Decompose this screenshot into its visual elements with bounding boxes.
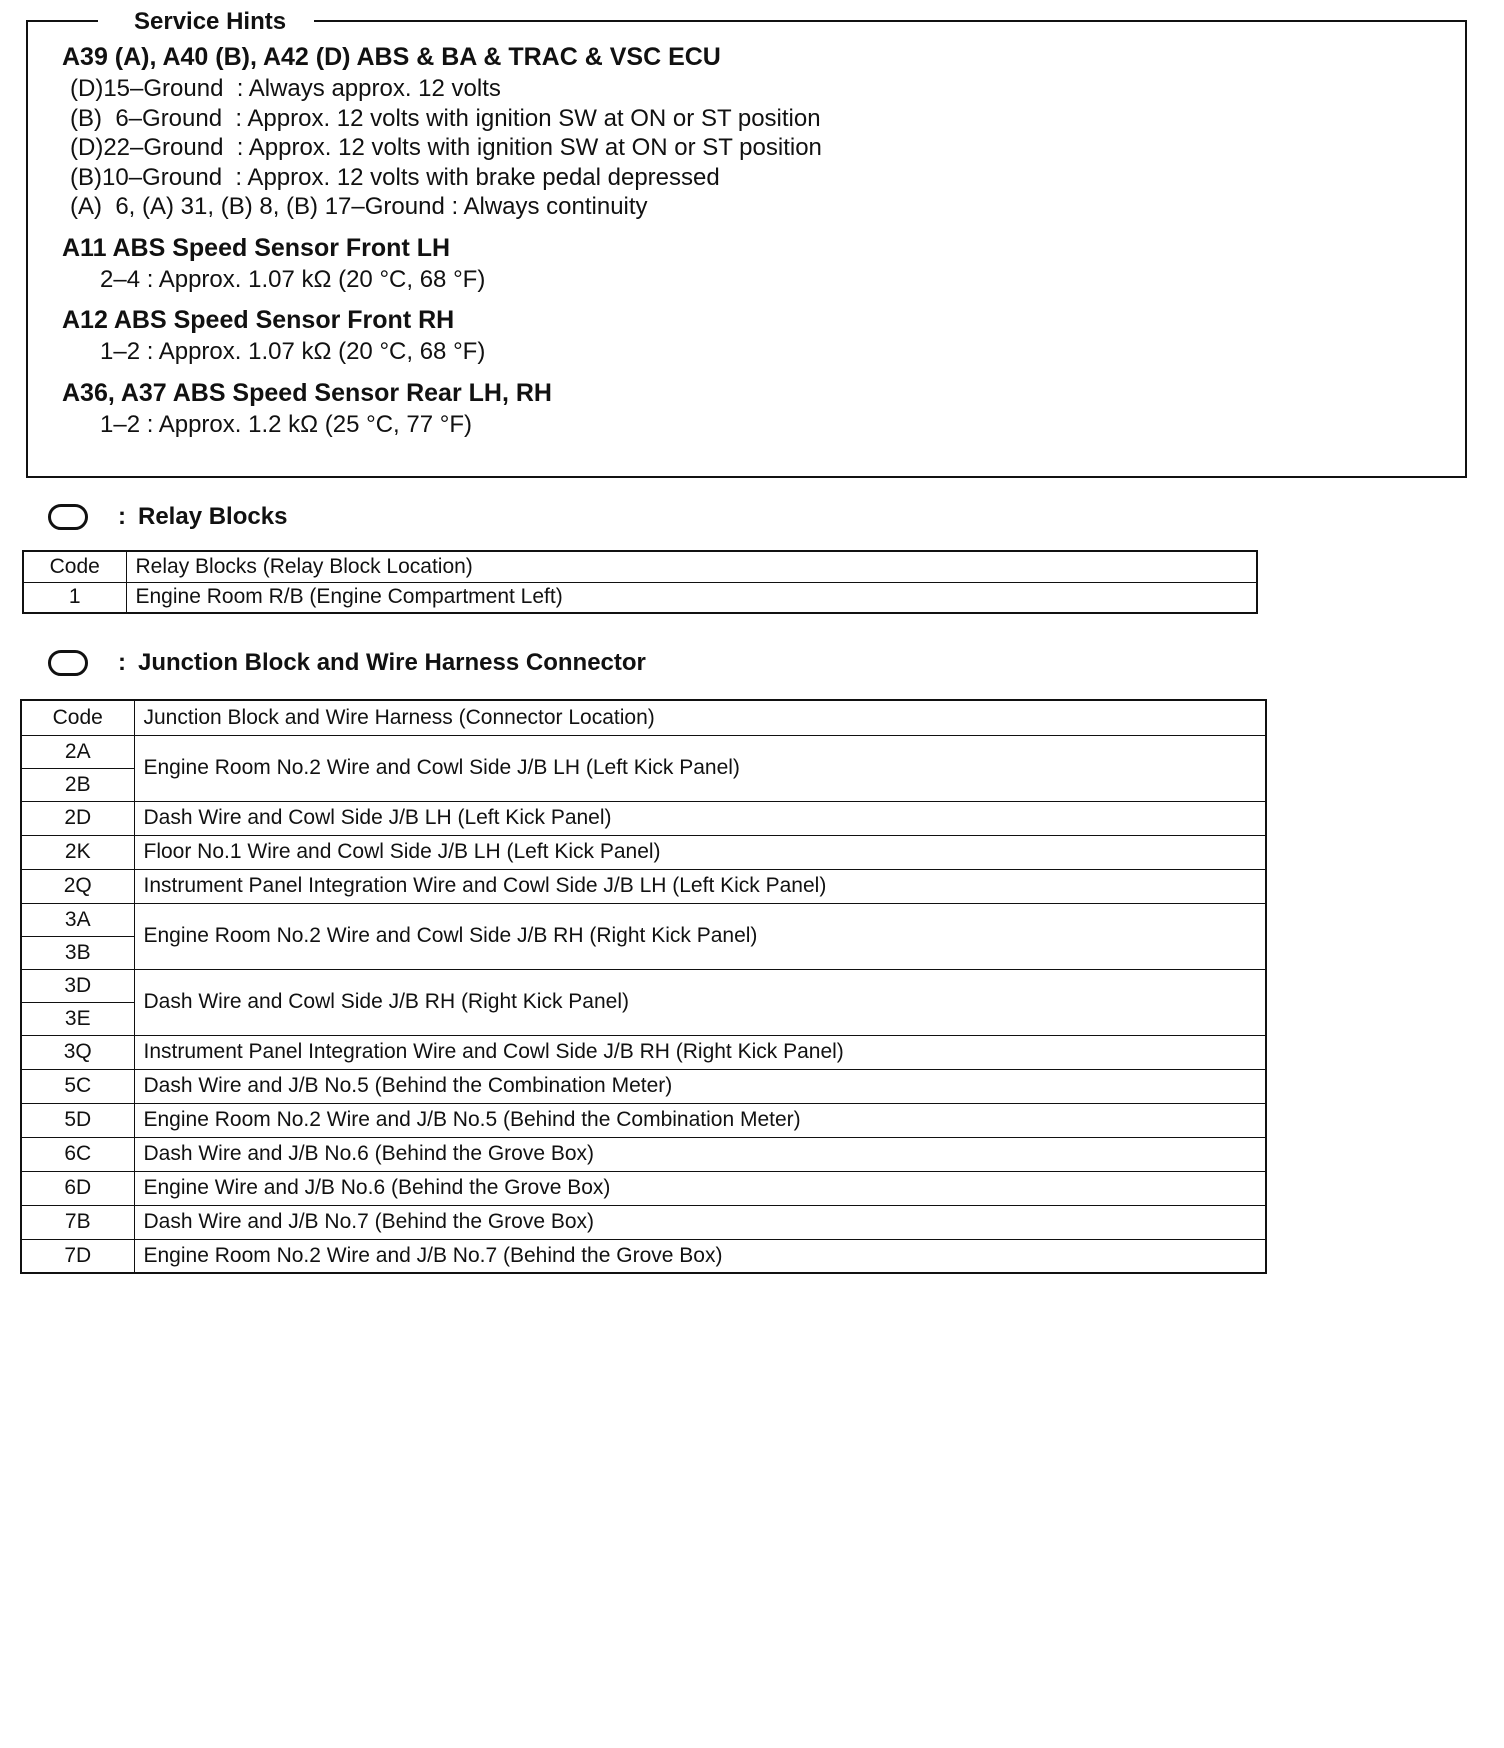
row-code-pair xyxy=(21,903,134,969)
table-header-row xyxy=(23,551,1257,582)
row-code: 3B xyxy=(64,940,91,964)
service-hints-content xyxy=(62,40,1445,448)
header-code: Code xyxy=(23,551,126,582)
header-desc: Relay Blocks (Relay Block Location) xyxy=(126,551,1257,582)
hint-group-rear xyxy=(62,376,1445,440)
hint-group-front-lh xyxy=(62,231,1445,295)
row-desc: Engine Room R/B (Engine Compartment Left) xyxy=(126,582,1257,613)
row-desc: Dash Wire and J/B No.5 (Behind the Combination Meter) xyxy=(134,1069,1266,1103)
junction-blocks-table xyxy=(20,699,1267,1274)
rounded-rectangle-icon xyxy=(48,504,88,530)
table-row xyxy=(23,582,1257,613)
hint-line: (D)22–Ground : Approx. 12 volts with ignition SW at ON or ST position xyxy=(70,134,822,161)
row-desc: Instrument Panel Integration Wire and Cowl Side J/B RH (Right Kick Panel) xyxy=(134,1035,1266,1069)
row-code: 6C xyxy=(21,1137,134,1171)
table-row xyxy=(21,1103,1266,1137)
hint-line: (B)10–Ground : Approx. 12 volts with brake pedal depressed xyxy=(70,163,720,191)
row-code: 3Q xyxy=(21,1035,134,1069)
table-row xyxy=(21,1069,1266,1103)
row-desc: Engine Room No.2 Wire and Cowl Side J/B RH (Right Kick Panel) xyxy=(134,903,1266,969)
hint-line: (D)15–Ground : Always approx. 12 volts xyxy=(70,75,501,102)
table-header-row xyxy=(21,700,1266,735)
row-code: 2Q xyxy=(21,869,134,903)
hint-line: 2–4 : Approx. 1.07 kΩ (20 °C, 68 °F) xyxy=(100,265,486,293)
row-desc: Engine Room No.2 Wire and Cowl Side J/B LH (Left Kick Panel) xyxy=(134,735,1266,801)
hint-group-front-rh xyxy=(62,303,1445,367)
hint-line: 1–2 : Approx. 1.2 kΩ (25 °C, 77 °F) xyxy=(100,410,472,438)
row-desc: Engine Room No.2 Wire and J/B No.7 (Behind the Grove Box) xyxy=(134,1239,1266,1273)
hint-heading: A11 ABS Speed Sensor Front LH xyxy=(62,233,451,262)
row-code: 7D xyxy=(21,1239,134,1273)
junction-blocks-title: Junction Block and Wire Harness Connector xyxy=(138,649,646,676)
hint-line: 1–2 : Approx. 1.07 kΩ (20 °C, 68 °F) xyxy=(100,338,486,365)
row-code: 1 xyxy=(23,582,126,613)
hint-line: (B) 6–Ground : Approx. 12 volts with ignition SW at ON or ST position xyxy=(70,104,821,132)
row-desc: Dash Wire and J/B No.6 (Behind the Grove Box) xyxy=(134,1137,1266,1171)
row-code: 2D xyxy=(21,801,134,835)
row-code: 2K xyxy=(21,835,134,869)
row-code: 3A xyxy=(22,904,134,937)
row-code: 7B xyxy=(21,1205,134,1239)
rounded-rectangle-icon xyxy=(48,650,88,676)
relay-blocks-table xyxy=(22,550,1258,614)
relay-blocks-heading xyxy=(48,503,287,531)
row-code: 3E xyxy=(64,1006,91,1030)
row-code-pair xyxy=(21,969,134,1035)
hint-heading: A39 (A), A40 (B), A42 (D) ABS & BA & TRAC & VSC ECU xyxy=(62,43,721,71)
table-row xyxy=(21,1205,1266,1239)
row-desc: Dash Wire and Cowl Side J/B RH (Right Kick Panel) xyxy=(134,969,1266,1035)
row-desc: Dash Wire and Cowl Side J/B LH (Left Kick Panel) xyxy=(134,801,1266,835)
hint-group-ecu xyxy=(62,40,1445,222)
row-code: 3D xyxy=(22,970,134,1003)
table-row xyxy=(21,969,1266,1035)
table-row xyxy=(21,735,1266,801)
table-row xyxy=(21,1171,1266,1205)
junction-blocks-heading xyxy=(48,649,646,677)
row-code: 5D xyxy=(21,1103,134,1137)
header-desc: Junction Block and Wire Harness (Connector Location) xyxy=(134,700,1266,735)
heading-colon: : xyxy=(118,503,126,530)
heading-colon: : xyxy=(118,649,126,676)
relay-blocks-title: Relay Blocks xyxy=(138,503,288,530)
row-desc: Engine Wire and J/B No.6 (Behind the Grove Box) xyxy=(134,1171,1266,1205)
table-row xyxy=(21,1137,1266,1171)
row-code: 2B xyxy=(64,772,91,796)
row-desc: Dash Wire and J/B No.7 (Behind the Grove Box) xyxy=(134,1205,1266,1239)
row-code-pair xyxy=(21,735,134,801)
header-code: Code xyxy=(21,700,134,735)
hint-heading: A36, A37 ABS Speed Sensor Rear LH, RH xyxy=(62,378,552,407)
row-desc: Floor No.1 Wire and Cowl Side J/B LH (Left Kick Panel) xyxy=(134,835,1266,869)
table-row xyxy=(21,1035,1266,1069)
table-row xyxy=(21,801,1266,835)
hint-line: (A) 6, (A) 31, (B) 8, (B) 17–Ground : Always continuity xyxy=(70,193,648,220)
service-hints-title: Service Hints xyxy=(98,8,314,36)
table-row xyxy=(21,869,1266,903)
row-desc: Instrument Panel Integration Wire and Cowl Side J/B LH (Left Kick Panel) xyxy=(134,869,1266,903)
table-row xyxy=(21,835,1266,869)
row-code: 2A xyxy=(22,736,134,769)
row-code: 5C xyxy=(21,1069,134,1103)
table-row xyxy=(21,1239,1266,1273)
table-row xyxy=(21,903,1266,969)
service-hints-box xyxy=(26,8,1467,478)
hint-heading: A12 ABS Speed Sensor Front RH xyxy=(62,306,455,334)
row-code: 6D xyxy=(21,1171,134,1205)
row-desc: Engine Room No.2 Wire and J/B No.5 (Behind the Combination Meter) xyxy=(134,1103,1266,1137)
